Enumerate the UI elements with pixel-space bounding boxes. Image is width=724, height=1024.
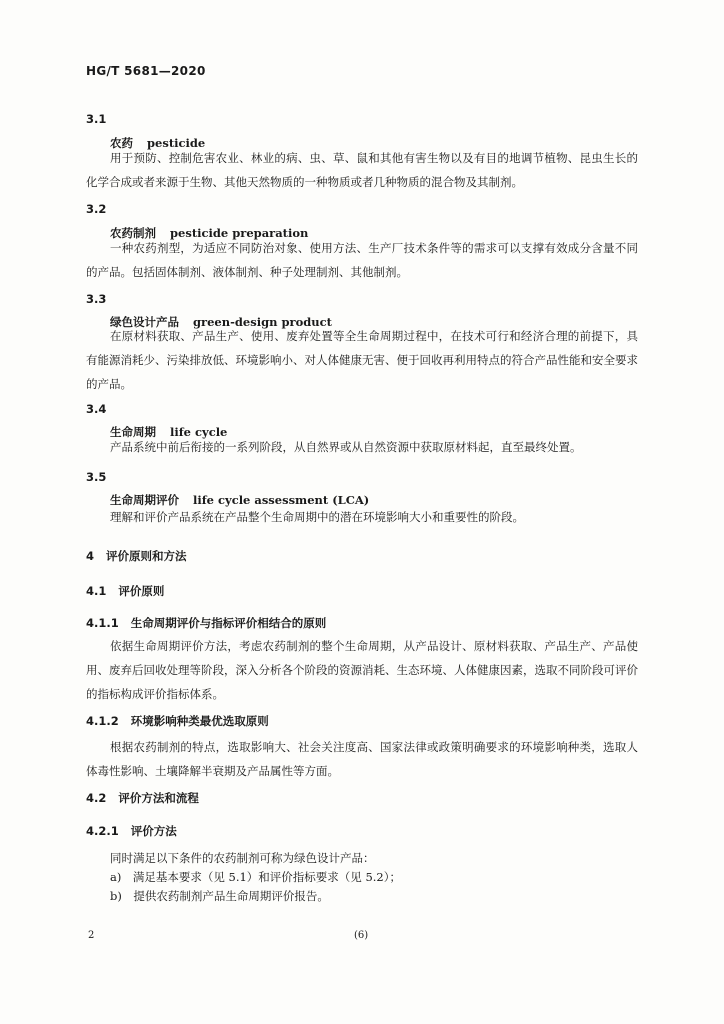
subsection-heading: [86, 823, 177, 839]
section-number: 4.1.1: [86, 616, 119, 630]
term-definition: 一种农药剂型，为适应不同防治对象、使用方法、生产厂技术条件等的需求可以支撑有效成分含量不同的产品。包括固体制剂、液体制剂、种子处理制剂、其他制剂。: [86, 241, 638, 279]
term-number: 3.4: [86, 402, 107, 416]
term-number: 3.2: [86, 202, 107, 216]
term-definition: 产品系统中前后衔接的一系列阶段，从自然界或从自然资源中获取原材料起，直至最终处置。: [110, 440, 582, 454]
section-number: 4.2: [86, 791, 107, 805]
subsection-heading: [86, 615, 326, 631]
term-zh: 绿色设计产品: [110, 315, 179, 329]
list-item: a) 满足基本要求（见 5.1）和评价指标要求（见 5.2）；: [110, 870, 401, 884]
term-zh: 生命周期评价: [110, 493, 179, 507]
term-definition: 用于预防、控制危害农业、林业的病、虫、草、鼠和其他有害生物以及有目的地调节植物、昆虫生长的化学合成或者来源于生物、其他天然物质的一种物质或者几种物质的混合物及其制剂。: [86, 151, 638, 189]
term-zh: 农药: [110, 136, 133, 150]
section-title: 评价方法和流程: [118, 791, 199, 805]
term-en: pesticide preparation: [170, 226, 309, 240]
subsection-heading: [86, 713, 269, 729]
term-en: green-design product: [193, 315, 332, 329]
term-en: life cycle: [170, 425, 228, 439]
section-number: 4.1: [86, 584, 107, 598]
section-title: 环境影响种类最优选取原则: [130, 714, 269, 728]
standard-code: HG/T 5681—2020: [86, 64, 206, 78]
section-number: 4.1.2: [86, 714, 119, 728]
section-title: 评价原则: [118, 584, 165, 598]
term-definition: 在原材料获取、产品生产、使用、废弃处置等全生命周期过程中，在技术可行和经济合理的前提下，具有能源消耗少、污染排放低、环境影响小、对人体健康无害、便于回收再利用特点的符合产品性能和安全要求的产品。: [86, 329, 638, 391]
term-definition: 理解和评价产品系统在产品整个生命周期中的潜在环境影响大小和重要性的阶段。: [110, 510, 524, 524]
term-zh: 农药制剂: [110, 226, 156, 240]
term-en: pesticide: [147, 136, 206, 150]
term-en: life cycle assessment (LCA): [193, 493, 370, 507]
body-paragraph: 根据农药制剂的特点，选取影响大、社会关注度高、国家法律或政策明确要求的环境影响种类，选取人体毒性影响、土壤降解半衰期及产品属性等方面。: [86, 740, 638, 778]
sheet-number: (6): [354, 930, 369, 941]
section-title: 评价原则和方法: [106, 549, 187, 563]
list-item: b) 提供农药制剂产品生命周期评价报告。: [110, 889, 329, 903]
term-number: 3.1: [86, 112, 107, 126]
term-zh: 生命周期: [110, 425, 156, 439]
section-title: 评价方法: [130, 824, 177, 838]
subsection-heading: [86, 790, 199, 806]
term-number: 3.5: [86, 470, 107, 484]
body-paragraph: 同时满足以下条件的农药制剂可称为绿色设计产品：: [110, 851, 375, 865]
body-paragraph: 依据生命周期评价方法，考虑农药制剂的整个生命周期，从产品设计、原材料获取、产品生产、产品使用、废弃后回收处理等阶段，深入分析各个阶段的资源消耗、生态环境、人体健康因素，选取不同阶段可评价的指标构成评价指标体系。: [86, 639, 638, 701]
section-heading: [86, 548, 187, 564]
subsection-heading: [86, 583, 164, 599]
term-number: 3.3: [86, 292, 107, 306]
section-title: 生命周期评价与指标评价相结合的原则: [130, 616, 327, 630]
section-number: 4.2.1: [86, 824, 119, 838]
section-number: 4: [86, 549, 95, 563]
page-number: 2: [88, 930, 95, 941]
